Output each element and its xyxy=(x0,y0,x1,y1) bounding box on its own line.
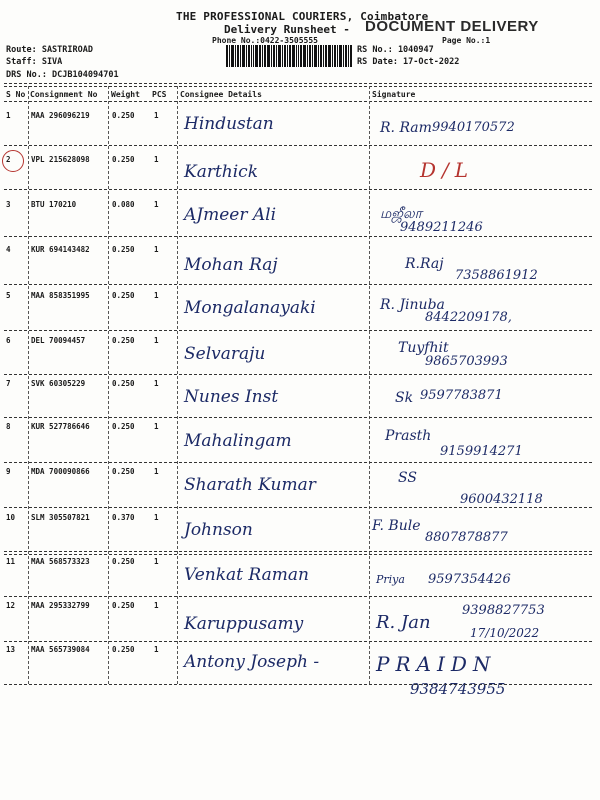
row-6-sno: 6 xyxy=(6,336,11,345)
row-5-weight: 0.250 xyxy=(112,291,135,300)
row-5-rule xyxy=(4,330,592,331)
row-10-sno: 10 xyxy=(6,513,16,522)
col-divider-2 xyxy=(108,86,109,684)
row-10-consignee: Johnson xyxy=(184,520,253,540)
row-13-pcs: 1 xyxy=(154,645,159,654)
row-7-sno: 7 xyxy=(6,379,11,388)
row-4-rule xyxy=(4,284,592,285)
rs-number: RS No.: 1040947 xyxy=(357,45,434,55)
row-7-rule xyxy=(4,417,592,418)
row-11-sno: 11 xyxy=(6,557,16,566)
row-1-weight: 0.250 xyxy=(112,111,135,120)
table-top-rule-2 xyxy=(4,86,592,87)
row-1-sno: 1 xyxy=(6,111,11,120)
row-12-weight: 0.250 xyxy=(112,601,135,610)
row-8-pcs: 1 xyxy=(154,422,159,431)
row-12-sno: 12 xyxy=(6,601,16,610)
row-12-signature: R. Jan xyxy=(376,612,431,633)
row-6-rule xyxy=(4,374,592,375)
row-5-pcs: 1 xyxy=(154,291,159,300)
row-6-weight: 0.250 xyxy=(112,336,135,345)
row-8-weight: 0.250 xyxy=(112,422,135,431)
row-3-consignment: BTU 170210 xyxy=(31,200,77,209)
row-13-rule xyxy=(4,684,592,685)
row-12-rule xyxy=(4,641,592,642)
row-7-weight: 0.250 xyxy=(112,379,135,388)
row-9-rule xyxy=(4,507,592,508)
row-11-weight: 0.250 xyxy=(112,557,135,566)
row-8-signature: Prasth xyxy=(385,428,432,444)
row-4-signature: R.Raj xyxy=(405,256,444,272)
row-8-rule xyxy=(4,462,592,463)
row-9-weight: 0.250 xyxy=(112,467,135,476)
row-2-sno: 2 xyxy=(6,155,11,164)
row-13-weight: 0.250 xyxy=(112,645,135,654)
row-3-weight: 0.080 xyxy=(112,200,135,209)
col-header-consignee: Consignee Details xyxy=(180,90,262,99)
row-5-signature: R. Jinuba xyxy=(380,297,445,313)
col-header-pcs: PCS xyxy=(152,90,167,99)
row-6-signature: Tuyfhit xyxy=(398,340,449,356)
row-8-consignment: KUR 527786646 xyxy=(31,422,90,431)
row-9-sno: 9 xyxy=(6,467,11,476)
barcode-graphic xyxy=(226,45,352,67)
row-9-signature: SS xyxy=(398,470,417,486)
row-13-signature: PRAIDN xyxy=(376,652,497,676)
row-10-weight: 0.370 xyxy=(112,513,135,522)
drs-number: DRS No.: DCJB104094701 xyxy=(6,70,119,80)
row-10-rule-2 xyxy=(4,554,592,555)
row-5-phone: 8442209178, xyxy=(425,310,512,325)
staff-label: Staff: SIVA xyxy=(6,57,63,67)
col-header-weight: Weight xyxy=(111,90,140,99)
row-4-pcs: 1 xyxy=(154,245,159,254)
row-12-phone: 9398827753 xyxy=(462,603,545,618)
row-11-pcs: 1 xyxy=(154,557,159,566)
rs-date: RS Date: 17-Oct-2022 xyxy=(357,57,460,67)
row-1-pcs: 1 xyxy=(154,111,159,120)
row-12-consignee: Karuppusamy xyxy=(184,614,304,634)
row-9-pcs: 1 xyxy=(154,467,159,476)
row-8-consignee: Mahalingam xyxy=(184,431,292,451)
company-title: THE PROFESSIONAL COURIERS, Coimbatore xyxy=(176,10,429,23)
row-13-consignee: Antony Joseph - xyxy=(184,652,320,672)
row-12-consignment: MAA 295332799 xyxy=(31,601,90,610)
row-1-signature: R. Ram xyxy=(380,120,432,136)
document-delivery-stamp: DOCUMENT DELIVERY xyxy=(365,18,539,35)
row-8-phone: 9159914271 xyxy=(440,444,523,459)
row-1-consignee: Hindustan xyxy=(184,114,274,134)
row-8-sno: 8 xyxy=(6,422,11,431)
row-2-pcs: 1 xyxy=(154,155,159,164)
row-2-weight: 0.250 xyxy=(112,155,135,164)
col-divider-4 xyxy=(369,86,370,684)
row-2-signature: D/L xyxy=(420,158,475,182)
row-2-consignment: VPL 215628098 xyxy=(31,155,90,164)
row-10-phone: 8807878877 xyxy=(425,530,508,545)
row-3-rule xyxy=(4,236,592,237)
row-3-consignee: AJmeer Ali xyxy=(184,205,277,225)
row-4-consignment: KUR 694143482 xyxy=(31,245,90,254)
row-12-pcs: 1 xyxy=(154,601,159,610)
row-6-pcs: 1 xyxy=(154,336,159,345)
col-divider-3 xyxy=(177,86,178,684)
row-11-consignee: Venkat Raman xyxy=(184,565,309,585)
row-7-phone: 9597783871 xyxy=(420,388,503,403)
office-phone: Phone No.:0422-3505555 xyxy=(212,36,318,45)
row-10-signature: F. Bule xyxy=(372,518,421,534)
row-13-sno: 13 xyxy=(6,645,16,654)
row-6-phone: 9865703993 xyxy=(425,354,508,369)
col-header-sno: S No xyxy=(6,90,26,99)
row-3-pcs: 1 xyxy=(154,200,159,209)
row-13-consignment: MAA 565739084 xyxy=(31,645,90,654)
row-11-signature: Priya xyxy=(376,573,405,586)
row-11-phone: 9597354426 xyxy=(428,572,511,587)
row-1-phone: 9940170572 xyxy=(432,120,515,135)
row-9-phone: 9600432118 xyxy=(460,492,543,507)
row-7-consignment: SVK 60305229 xyxy=(31,379,86,388)
col-divider-1 xyxy=(28,86,29,684)
row-10-pcs: 1 xyxy=(154,513,159,522)
row-3-sno: 3 xyxy=(6,200,11,209)
row-13-phone: 9384743955 xyxy=(410,680,506,698)
row-7-signature: Sk xyxy=(395,390,414,406)
row-5-consignment: MAA 858351995 xyxy=(31,291,90,300)
table-top-rule xyxy=(4,83,592,84)
row-7-pcs: 1 xyxy=(154,379,159,388)
row-11-consignment: MAA 568573323 xyxy=(31,557,90,566)
row-6-consignment: DEL 70094457 xyxy=(31,336,86,345)
route-label: Route: SASTRIROAD xyxy=(6,45,93,55)
row-12-date: 17/10/2022 xyxy=(470,626,540,640)
row-4-sno: 4 xyxy=(6,245,11,254)
row-2-consignee: Karthick xyxy=(184,162,259,182)
row-10-rule xyxy=(4,551,592,552)
row-10-consignment: SLM 305507821 xyxy=(31,513,90,522)
row-5-sno: 5 xyxy=(6,291,11,300)
row-6-consignee: Selvaraju xyxy=(184,344,266,364)
row-11-rule xyxy=(4,596,592,597)
row-3-signature: மஜீலா xyxy=(380,206,422,222)
row-3-phone: 9489211246 xyxy=(400,220,483,235)
row-1-consignment: MAA 296096219 xyxy=(31,111,90,120)
row-9-consignment: MDA 700090866 xyxy=(31,467,90,476)
runsheet-title: Delivery Runsheet - xyxy=(224,23,350,36)
row-2-rule xyxy=(4,189,592,190)
row-4-phone: 7358861912 xyxy=(455,268,538,283)
row-4-consignee: Mohan Raj xyxy=(184,255,278,275)
page-number: Page No.:1 xyxy=(442,36,491,45)
header-bottom-rule xyxy=(4,101,592,102)
row-4-weight: 0.250 xyxy=(112,245,135,254)
col-header-consignment: Consignment No xyxy=(30,90,98,99)
row-7-consignee: Nunes Inst xyxy=(184,387,279,407)
row-5-consignee: Mongalanayaki xyxy=(184,298,316,318)
row-9-consignee: Sharath Kumar xyxy=(184,475,316,495)
row-1-rule xyxy=(4,145,592,146)
col-header-signature: Signature xyxy=(372,90,416,99)
